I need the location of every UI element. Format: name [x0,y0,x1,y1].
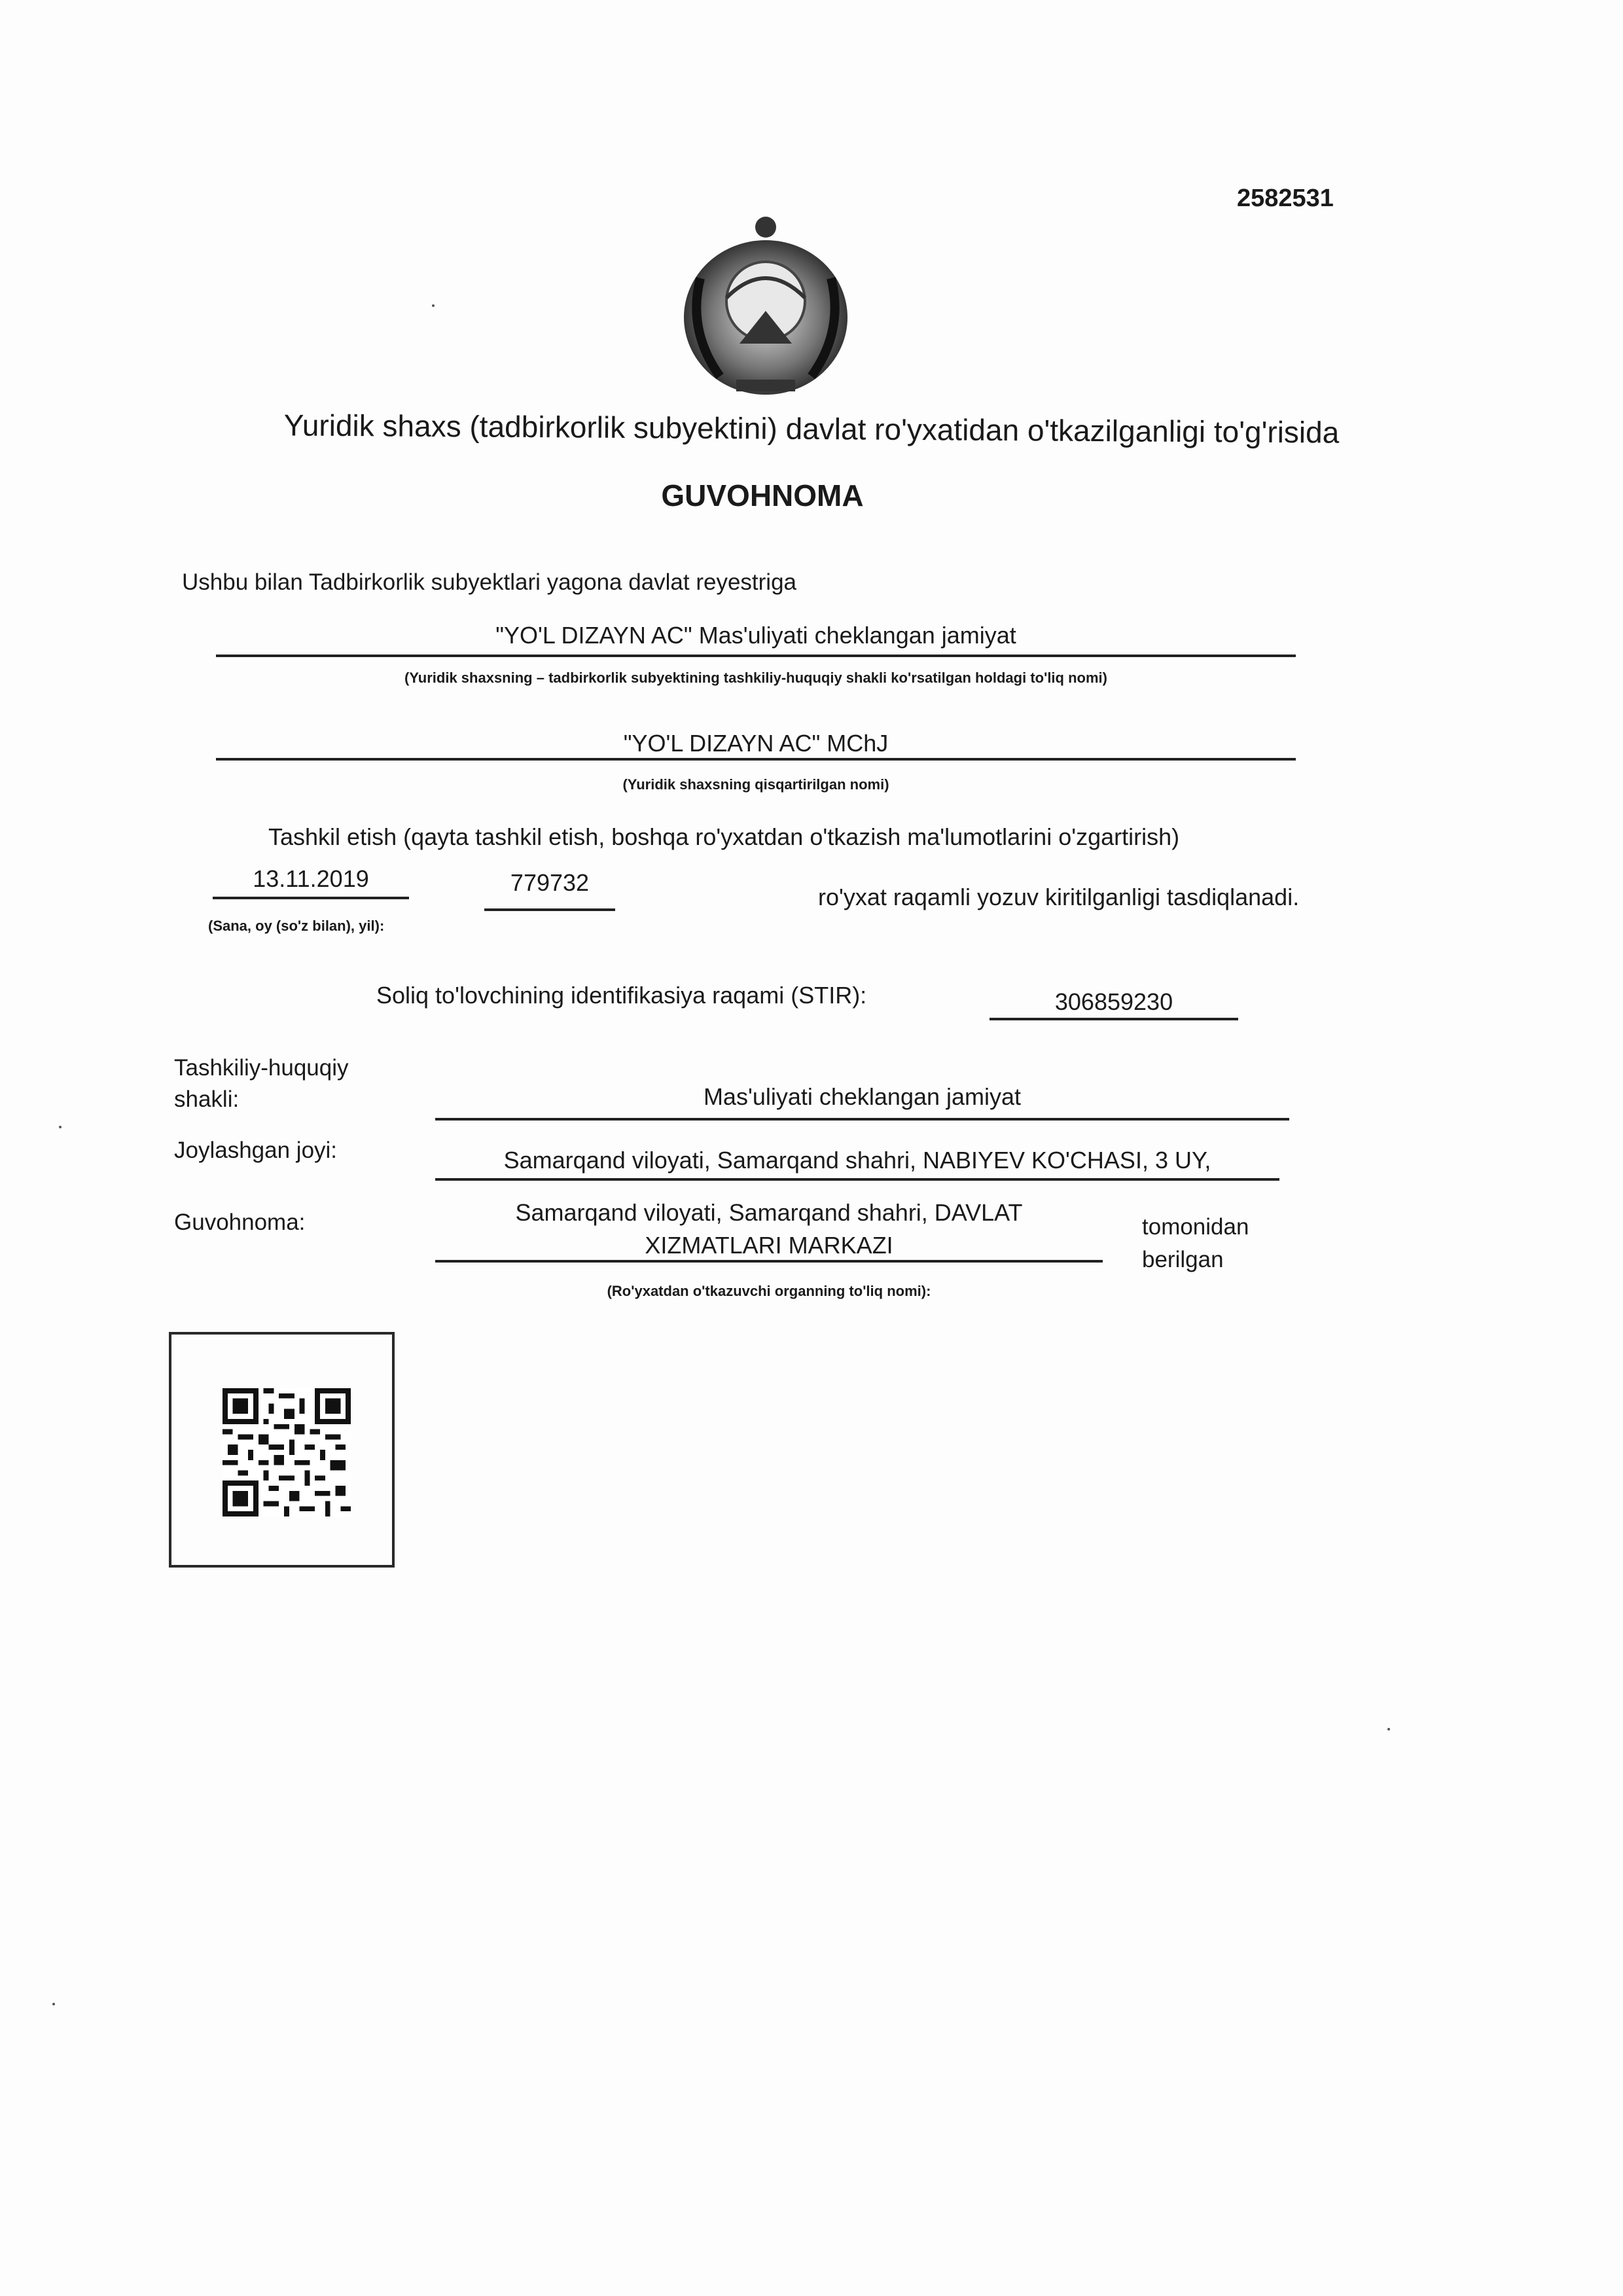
tin-label: Soliq to'lovchining identifikasiya raqami (STIR): [376,982,867,1009]
short-name-caption: (Yuridik shaxsning qisqartirilgan nomi) [622,776,889,793]
intro-text: Ushbu bilan Tadbirkorlik subyektlari yagona davlat reyestriga [182,569,797,595]
full-name-value: "YO'L DIZAYN AC" Mas'uliyati cheklangan jamiyat [495,622,1016,649]
issuer-line-2: XIZMATLARI MARKAZI [645,1232,893,1259]
full-name-underline [216,655,1296,657]
issuer-line-1: Samarqand viloyati, Samarqand shahri, DAVLAT [515,1199,1023,1226]
date-underline [213,897,409,899]
location-label: Joylashgan joyi: [174,1138,338,1163]
registration-date: 13.11.2019 [253,865,369,892]
document-number: 2582531 [1237,185,1334,212]
action-text: Tashkil etish (qayta tashkil etish, boshqa ro'yxatdan o'tkazish ma'lumotlarini o'zgartirish) [268,823,1180,850]
scan-speck [1387,1728,1390,1731]
location-value: Samarqand viloyati, Samarqand shahri, NABIYEV KO'CHASI, 3 UY, [503,1147,1211,1174]
location-underline [435,1178,1279,1181]
issued-by-line-1: tomonidan [1142,1214,1249,1240]
short-name-value: "YO'L DIZAYN AC" MChJ [623,730,889,757]
scan-speck [432,304,435,307]
short-name-underline [216,758,1296,761]
scan-speck [52,2003,55,2005]
issuer-underline [435,1260,1103,1263]
registry-number: 779732 [510,869,590,896]
date-caption: (Sana, oy (so'z bilan), yil): [208,918,385,934]
state-emblem-icon [674,213,857,403]
legal-form-label-line-1: Tashkiliy-huquqiy [174,1055,349,1081]
scan-speck [59,1126,62,1128]
registry-underline [484,908,615,911]
legal-form-underline [435,1118,1289,1121]
legal-form-label-line-2: shakli: [174,1086,240,1112]
issued-by-line-2: berilgan [1142,1247,1224,1272]
document-title: GUVOHNOMA [661,478,864,512]
issuer-caption: (Ro'yxatdan o'tkazuvchi organning to'liq nomi): [607,1283,931,1299]
issued-label: Guvohnoma: [174,1210,306,1235]
tin-underline [990,1018,1238,1020]
qr-code-icon [223,1388,351,1516]
qr-code-frame [169,1332,395,1568]
full-name-caption: (Yuridik shaxsning – tadbirkorlik subyektining tashkiliy-huquqiy shakli ko'rsatilgan holdagi to'liq nomi) [404,670,1107,686]
confirmation-text: ro'yxat raqamli yozuv kiritilganligi tasdiqlanadi. [818,884,1300,910]
legal-form-value: Mas'uliyati cheklangan jamiyat [703,1083,1022,1110]
document-heading: Yuridik shaxs (tadbirkorlik subyektini) davlat ro'yxatidan o'tkazilganligi to'g'risida [283,408,1340,450]
tin-value: 306859230 [1054,988,1173,1015]
